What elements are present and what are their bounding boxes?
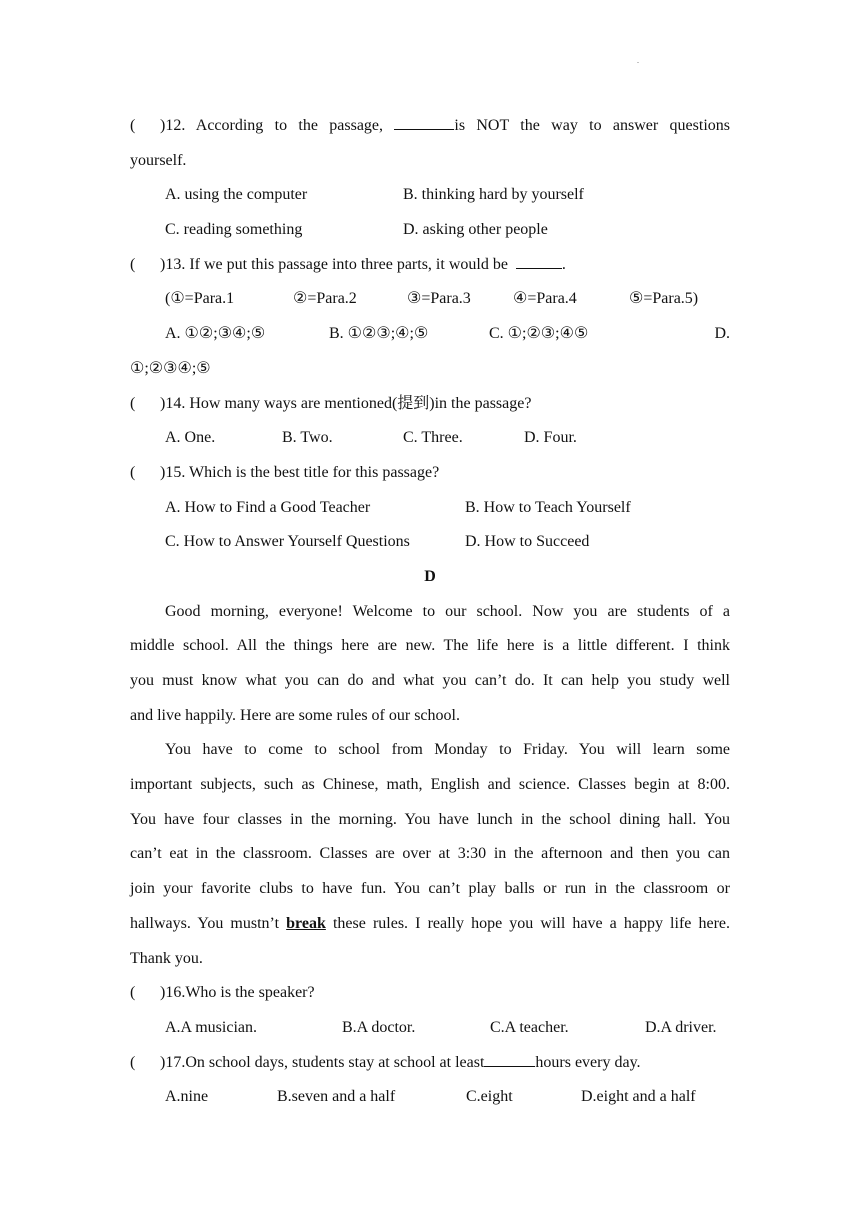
q16-stem: ( )16.Who is the speaker? bbox=[130, 976, 730, 1011]
option-d: D.A driver. bbox=[645, 1018, 717, 1036]
q12-stem-cont: yourself. bbox=[130, 151, 187, 169]
q15-stem: ( )15. Which is the best title for this passage? bbox=[130, 456, 730, 491]
q13-option-d-cont: ①;②③④;⑤ bbox=[130, 359, 211, 377]
answer-blank bbox=[516, 250, 562, 269]
passage-paragraph-1: Good morning, everyone! Welcome to our school. Now you are students of a middle school. All the things here are new. The life here is a little different. I think you must know what you can do and what you can’t do. It can help you study well and live happily. Here are some rules of our school. bbox=[130, 602, 730, 724]
answer-blank bbox=[484, 1048, 535, 1067]
option-a: A.nine bbox=[165, 1088, 209, 1106]
option-b: B.A doctor. bbox=[342, 1018, 416, 1036]
q15-options-cd bbox=[130, 525, 730, 560]
option-b: B. ①②③;④;⑤ bbox=[329, 325, 429, 343]
q14-options bbox=[130, 421, 730, 456]
q12-options-cd bbox=[130, 213, 730, 248]
option-c: C. How to Answer Yourself Questions bbox=[165, 533, 410, 551]
q12-stem: ( )12. According to the passage, is NOT the way to answer questions bbox=[130, 109, 730, 144]
option-b: B. Two. bbox=[282, 429, 333, 447]
passage-paragraph-2: You have to come to school from Monday to Friday. You will learn some important subjects, such as Chinese, math, English and science. Classes begin at 8:00. You have four classes in the morning. You have lunch in the school dining hall. You can’t eat in the classroom. Classes are over at 3:30 in the afternoon and then you can join your favorite clubs to have fun. You can’t play balls or run in the classroom or hallways. You mustn’t break these rules. I really hope you will have a happy life here. Thank you. bbox=[130, 741, 731, 967]
q13-key: (①=Para.1 ②=Para.2 ③=Para.3 ④=Para.4 ⑤=Para.5) bbox=[165, 290, 699, 308]
q13-stem: ( )13. If we put this passage into three parts, it would be . bbox=[130, 248, 730, 283]
answer-bracket: ( bbox=[130, 463, 136, 481]
answer-bracket: ( bbox=[130, 394, 136, 412]
q17-stem: ( )17.On school days, students stay at school at least hours every day. bbox=[130, 1046, 730, 1081]
option-d: D. asking other people bbox=[403, 221, 548, 239]
option-c: C. Three. bbox=[403, 429, 463, 447]
page-mark: . bbox=[637, 56, 639, 65]
option-a: A. One. bbox=[165, 429, 216, 447]
q15-options-ab bbox=[130, 491, 730, 526]
answer-bracket: ( bbox=[130, 117, 136, 134]
option-a: A. How to Find a Good Teacher bbox=[165, 498, 371, 516]
answer-bracket: ( bbox=[130, 255, 136, 273]
document-content bbox=[130, 109, 730, 1115]
option-a: A. using the computer bbox=[165, 186, 308, 204]
section-heading: D bbox=[424, 567, 436, 585]
option-d: D. bbox=[714, 325, 730, 343]
option-b: B.seven and a half bbox=[277, 1088, 396, 1106]
q17-options bbox=[130, 1080, 730, 1115]
q16-options bbox=[130, 1011, 730, 1046]
option-d: D. Four. bbox=[524, 429, 577, 447]
answer-bracket: ( bbox=[130, 1053, 136, 1071]
option-b: B. thinking hard by yourself bbox=[403, 186, 584, 204]
option-b: B. How to Teach Yourself bbox=[465, 498, 631, 516]
q12-options-ab bbox=[130, 178, 730, 213]
answer-bracket: ( bbox=[130, 984, 136, 1002]
option-c: C. ①;②③;④⑤ bbox=[489, 325, 589, 343]
option-a: A. ①②;③④;⑤ bbox=[165, 325, 266, 343]
option-c: C.A teacher. bbox=[490, 1018, 569, 1036]
q14-stem: ( )14. How many ways are mentioned(提到)in the passage? bbox=[130, 387, 730, 422]
highlighted-word: break bbox=[286, 914, 326, 932]
option-c: C.eight bbox=[466, 1088, 513, 1106]
option-a: A.A musician. bbox=[165, 1018, 257, 1036]
option-d: D.eight and a half bbox=[581, 1088, 696, 1106]
option-c: C. reading something bbox=[165, 221, 303, 239]
q13-options bbox=[130, 317, 730, 352]
answer-blank bbox=[394, 111, 454, 130]
option-d: D. How to Succeed bbox=[465, 533, 590, 551]
